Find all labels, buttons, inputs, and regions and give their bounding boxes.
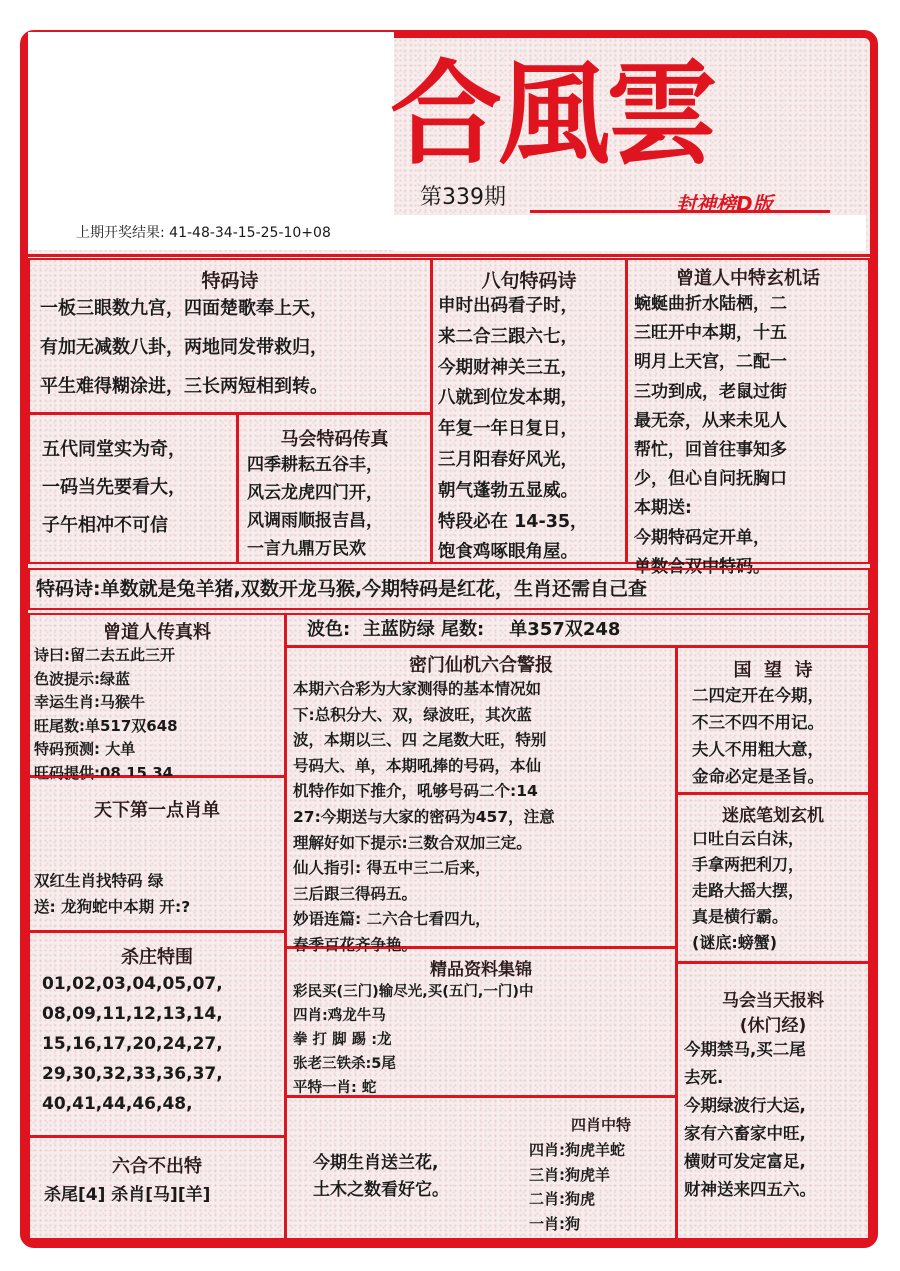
text-line: 今期特码定开单， <box>634 527 770 548</box>
four-title: 四肖中特 <box>571 1116 632 1134</box>
text-line: 机特作如下推介，吼够号码二个:14 <box>293 782 538 801</box>
text-line: 今期绿波行大运, <box>684 1096 806 1115</box>
text-line: 四肖:狗虎羊蛇 <box>529 1141 625 1159</box>
text-line: 今期财神关三五， <box>438 357 578 378</box>
mimen-box <box>285 646 677 954</box>
tianxia-lines <box>30 868 284 920</box>
text-line: 三肖:狗虎羊 <box>529 1165 610 1184</box>
mimen-lines <box>287 677 675 959</box>
text-line: 张老三铁杀:5尾 <box>293 1056 396 1072</box>
text-line: 平生难得糊涂进，三长两短相到转。 <box>40 376 328 397</box>
text-line: 29,30,32,33,36,37, <box>42 1064 223 1084</box>
text-line: 风调雨顺报吉昌， <box>247 511 383 531</box>
text-line: 申时出码看子时， <box>438 296 578 316</box>
liuhe-title: 六合不出特 <box>112 1156 202 1177</box>
poem-zeng-lines <box>628 290 868 582</box>
text-line: 下:总积分大、双，绿波旺，其次蓝 <box>293 705 532 724</box>
wave-text: 波色: 主蓝防绿 尾数: 单357双248 <box>307 619 621 640</box>
text-line: 年复一年日复日， <box>438 419 578 440</box>
text-line: 子午相冲不可信 <box>42 515 168 536</box>
text-line: (谜底:螃蟹) <box>692 933 778 952</box>
text-line: 口吐白云白沫， <box>692 829 805 848</box>
text-line: 四季耕耘五谷丰， <box>247 455 383 475</box>
text-line: 特段必在 14-35， <box>438 511 588 532</box>
shazhuang-title: 杀庄特围 <box>121 947 193 968</box>
text-line: 单数合双中特码。 <box>634 556 770 577</box>
text-line: 40,41,44,46,48, <box>42 1094 193 1114</box>
header-rule <box>28 254 870 257</box>
guowang-title: 国 望 诗 <box>733 660 813 681</box>
text-line: 彩民买(三门)输尽光,买(五门,一门)中 <box>293 984 534 1000</box>
text-line: 五代同堂实为奇， <box>42 439 186 460</box>
text-line: 01,02,03,04,05,07, <box>42 974 223 994</box>
header-strip <box>394 215 866 251</box>
four-lines <box>529 1138 625 1236</box>
text-line: 少，但心自问抚胸口 <box>634 469 787 490</box>
poem-bajv-title: 八句特码诗 <box>481 270 577 292</box>
text-line: 有加无减数八卦，两地同发带救归， <box>40 337 328 358</box>
zeng-title: 曾道人传真料 <box>103 622 211 643</box>
text-line: 三月阳春好风光， <box>438 449 578 470</box>
guowang-lines <box>678 682 868 790</box>
text-line: 真是横行霸。 <box>692 907 789 926</box>
text-line: 财神送来四五六。 <box>684 1180 816 1199</box>
liuhe-box <box>28 1136 286 1240</box>
text-line: 27:今期送与大家的密码为457，注意 <box>293 807 555 826</box>
midi-title: 迷底笔划玄机 <box>722 806 824 826</box>
songlan-lines <box>313 1150 449 1204</box>
shazhuang-box <box>28 931 286 1137</box>
poem-tema-title: 特码诗 <box>201 270 259 292</box>
text-line: 四肖:鸡龙牛马 <box>293 1008 386 1024</box>
poem-mahui-title: 马会特码传真 <box>280 429 389 450</box>
midi-lines <box>678 826 868 956</box>
text-line: 三旺开中本期，十五 <box>634 323 787 344</box>
text-line: 08,09,11,12,13,14, <box>42 1004 223 1024</box>
logo-text: 合風雲 <box>390 49 714 180</box>
text-line: 仙人指引: 得五中三二后来， <box>293 859 491 878</box>
text-line: 家有六畜家中旺, <box>684 1124 806 1143</box>
wave-box <box>285 613 870 647</box>
text-line: 15,16,17,20,24,27, <box>42 1034 223 1054</box>
poem-mahui-lines <box>239 451 430 563</box>
poem-mahui-box <box>237 413 432 564</box>
shazhuang-lines <box>30 969 284 1119</box>
text-line: 本期送: <box>634 498 692 519</box>
tianxia-box <box>28 776 286 932</box>
text-line: 理解好如下提示:三数合双加三定。 <box>293 833 532 852</box>
text-line: 夫人不用粗大意， <box>692 740 824 759</box>
songlan-box <box>285 1096 677 1240</box>
text-line: 双红生肖找特码 绿 <box>34 872 164 890</box>
text-line: 横财可发定富足, <box>684 1152 806 1171</box>
text-line: 色波提示:绿蓝 <box>34 669 130 688</box>
text-line: 一码当先要看大， <box>42 477 186 498</box>
liuhe-line: 杀尾[4] 杀肖[马][羊] <box>44 1185 211 1205</box>
text-line: 走路大摇大摆， <box>692 881 805 900</box>
text-line: 来二合三跟六七， <box>438 326 578 347</box>
zeng-lines <box>30 644 284 785</box>
text-line: 二四定开在今期， <box>692 686 824 705</box>
text-line: 波，本期以三、四 之尾数大旺，特别 <box>293 731 547 750</box>
jingpin-title: 精品资料集锦 <box>430 960 532 980</box>
text-line: 饱食鸡啄眼角屋。 <box>438 542 578 563</box>
text-line: 旺尾数:单517双648 <box>34 716 178 735</box>
midi-box <box>676 793 870 963</box>
poem-wudai-box <box>28 413 238 564</box>
text-line: 今期禁马,买二尾 <box>684 1040 806 1059</box>
text-line: 去死. <box>684 1068 724 1087</box>
edition-label: 封神榜D版 <box>676 192 773 216</box>
poem-zeng-title: 曾道人中特玄机话 <box>676 268 820 289</box>
text-line: 号码大、单，本期吼捧的号码，本仙 <box>293 756 542 775</box>
text-line: 不三不四不用记。 <box>692 713 824 732</box>
text-line: 三功到成，老鼠过街 <box>634 381 787 402</box>
text-line: 春季百花齐争艳。 <box>293 935 418 954</box>
text-line: 蜿蜒曲折水陆栖，二 <box>634 294 787 314</box>
header-blank-panel <box>28 32 394 250</box>
text-line: 本期六合彩为大家测得的基本情况如 <box>293 680 542 698</box>
text-line: 诗曰:留二去五此三开 <box>34 646 175 664</box>
last-result: 上期开奖结果: 41-48-34-15-25-10+08 <box>76 225 331 241</box>
text-line: 一言九鼎万民欢 <box>247 539 366 559</box>
zeng-box <box>28 613 286 782</box>
text-line: 手拿两把利刀， <box>692 855 805 874</box>
text-line: 明月上天宫，二配一 <box>634 352 787 373</box>
poem-tema-lines <box>30 289 430 406</box>
guowang-box <box>676 646 870 794</box>
banner-box <box>28 568 870 610</box>
text-line: 最无奈，从来未见人 <box>634 410 787 431</box>
text-line: 一板三眼数九宫，四面楚歌奉上天， <box>40 298 328 319</box>
text-line: 送: 龙狗蛇中本期 开:? <box>34 898 191 916</box>
poem-bajv-lines <box>433 291 625 568</box>
poem-bajv-box <box>431 258 627 564</box>
text-line: 旺码提供:08 15 34 <box>34 763 174 782</box>
text-line: 拳 打 脚 踢 :龙 <box>293 1032 392 1048</box>
text-line: 二肖:狗虎 <box>529 1190 595 1208</box>
mimen-title: 密门仙机六合警报 <box>409 655 553 676</box>
mahui-box <box>676 962 870 1240</box>
text-line: 土木之数看好它。 <box>313 1180 449 1200</box>
text-line: 三后跟三得码五。 <box>293 884 418 903</box>
mahui-subtitle: (休门经) <box>739 1016 807 1036</box>
text-line: 一肖:狗 <box>529 1214 580 1233</box>
text-line: 今期生肖送兰花, <box>313 1153 439 1173</box>
jingpin-box <box>285 947 677 1097</box>
poem-zeng-box <box>626 258 870 577</box>
tianxia-title: 天下第一点肖单 <box>94 800 220 821</box>
text-line: 朝气蓬勃五显威。 <box>438 480 578 501</box>
poem-tema-box <box>28 258 432 414</box>
text-line: 平特一肖: 蛇 <box>293 1080 377 1096</box>
mahui-title: 马会当天报料 <box>722 991 824 1011</box>
text-line: 特码预测: 大单 <box>34 740 136 758</box>
jingpin-lines <box>287 980 675 1100</box>
banner-text: 特码诗:单数就是兔羊猪,双数开龙马猴,今期特码是红花，生肖还需自己查 <box>36 578 648 600</box>
text-line: 风云龙虎四门开， <box>247 483 383 503</box>
text-line: 八就到位发本期， <box>438 388 578 409</box>
text-line: 幸运生肖:马猴牛 <box>34 693 145 711</box>
text-line: 金命必定是圣旨。 <box>692 767 824 786</box>
text-line: 帮忙，回首往事知多 <box>634 440 787 461</box>
text-line: 妙语连篇: 二六合七看四九， <box>293 910 491 929</box>
issue-number: 第339期 <box>420 185 506 210</box>
poem-wudai-lines <box>30 415 236 545</box>
mahui-lines <box>678 1036 868 1204</box>
